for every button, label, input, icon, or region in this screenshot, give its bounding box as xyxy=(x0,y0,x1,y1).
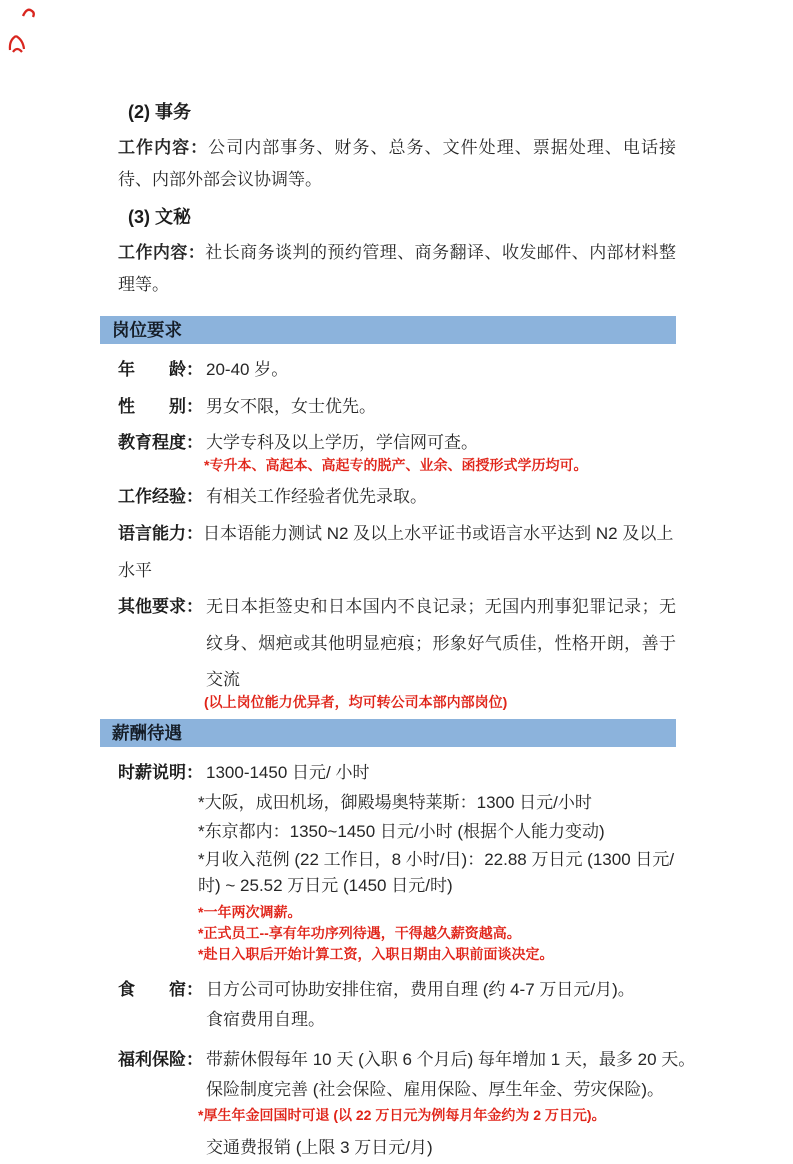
work-content-text: 社长商务谈判的预约管理、商务翻译、收发邮件、内部材料整理等。 xyxy=(118,243,677,294)
requirements-table xyxy=(118,352,676,711)
section-3-heading: (3) 文秘 xyxy=(128,207,191,228)
salary-row xyxy=(118,976,676,1033)
requirement-row xyxy=(118,589,676,699)
requirement-label: 其他要求： xyxy=(118,597,203,617)
requirement-label: 工作经验： xyxy=(118,487,203,507)
salary-label: 时薪说明： xyxy=(118,763,203,783)
requirement-red-note: *专升本、高起本、高起专的脱产、业余、函授形式学历均可。 xyxy=(204,456,588,473)
requirements-section-header: 岗位要求 xyxy=(100,316,676,344)
salary-label: 福利保险： xyxy=(118,1049,203,1069)
requirement-row xyxy=(118,479,676,516)
requirement-label: 年 龄： xyxy=(118,360,203,380)
requirement-value: 大学专科及以上学历，学信网可查。 xyxy=(206,433,478,453)
requirement-label: 教育程度： xyxy=(118,433,203,453)
salary-row xyxy=(118,759,676,964)
requirement-value: 日本语能力测试 N2 及以上水平证书或语言水平达到 N2 及以上水平 xyxy=(118,524,674,580)
requirement-row xyxy=(118,389,676,426)
salary-red-note: *厚生年金回国时可退 (以 22 万日元为例每月年金约为 2 万日元)。 xyxy=(198,1106,606,1123)
requirement-label: 性 别： xyxy=(118,396,203,416)
requirement-row xyxy=(118,352,676,389)
requirement-value: 20-40 岁。 xyxy=(206,360,289,380)
salary-value: 日方公司可协助安排住宿，费用自理 (约 4-7 万日元/月)。 xyxy=(206,980,635,1000)
requirement-row xyxy=(118,516,676,589)
salary-detail-line: *月收入范例 (22 工作日，8 小时/日)：22.88 万日元 (1300 日元/时) ~ 25.52 万日元 (1450 日元/时) xyxy=(198,849,675,896)
salary-red-note: *一年两次调薪。 xyxy=(198,903,302,920)
salary-detail-line: *东京都内：1350~1450 日元/小时 (根据个人能力变动) xyxy=(198,821,605,841)
requirement-value: 无日本拒签史和日本国内不良记录；无国内刑事犯罪记录；无纹身、烟疤或其他明显疤痕；形象好气质佳，性格开朗，善于交流 xyxy=(206,597,676,690)
salary-section-header: 薪酬待遇 xyxy=(100,719,676,747)
salary-value: 1300-1450 日元/ 小时 xyxy=(206,763,370,783)
section-2-heading: (2) 事务 xyxy=(128,102,191,122)
work-content-text: 公司内部事务、财务、总务、文件处理、票据处理、电话接待、内部外部会议协调等。 xyxy=(118,138,677,189)
red-corner-mark-bottom xyxy=(6,32,28,56)
section-2-paragraph xyxy=(118,132,676,195)
requirement-value: 有相关工作经验者优先录取。 xyxy=(206,487,427,507)
salary-red-note: *正式员工--享有年功序列待遇，干得越久薪资越高。 xyxy=(198,924,521,941)
section-3-paragraph xyxy=(118,237,676,300)
salary-red-note: *赴日入职后开始计算工资，入职日期由入职前面谈决定。 xyxy=(198,946,554,963)
salary-row xyxy=(118,1046,696,1162)
salary-detail-line: 食宿费用自理。 xyxy=(206,1010,325,1030)
salary-value: 带薪休假每年 10 天 (入职 6 个月后) 每年增加 1 天，最多 20 天。 xyxy=(206,1049,696,1069)
requirement-red-note: (以上岗位能力优异者，均可转公司本部内部岗位) xyxy=(204,693,508,710)
salary-label: 食 宿： xyxy=(118,980,203,1000)
work-content-label: 工作内容： xyxy=(118,243,206,263)
requirement-value: 男女不限，女士优先。 xyxy=(206,396,376,416)
salary-detail-line: 交通费报销 (上限 3 万日元/月) xyxy=(206,1138,433,1158)
red-corner-mark-top xyxy=(20,4,38,22)
salary-detail-line: 保险制度完善 (社会保险、雇用保险、厚生年金、劳灾保险)。 xyxy=(206,1079,665,1099)
document-content xyxy=(112,100,696,1164)
salary-table xyxy=(118,759,696,1161)
salary-detail-line: *大阪，成田机场，御殿場奥特莱斯：1300 日元/小时 xyxy=(198,793,592,813)
requirement-label: 语言能力： xyxy=(118,524,203,544)
work-content-label: 工作内容： xyxy=(118,138,209,158)
